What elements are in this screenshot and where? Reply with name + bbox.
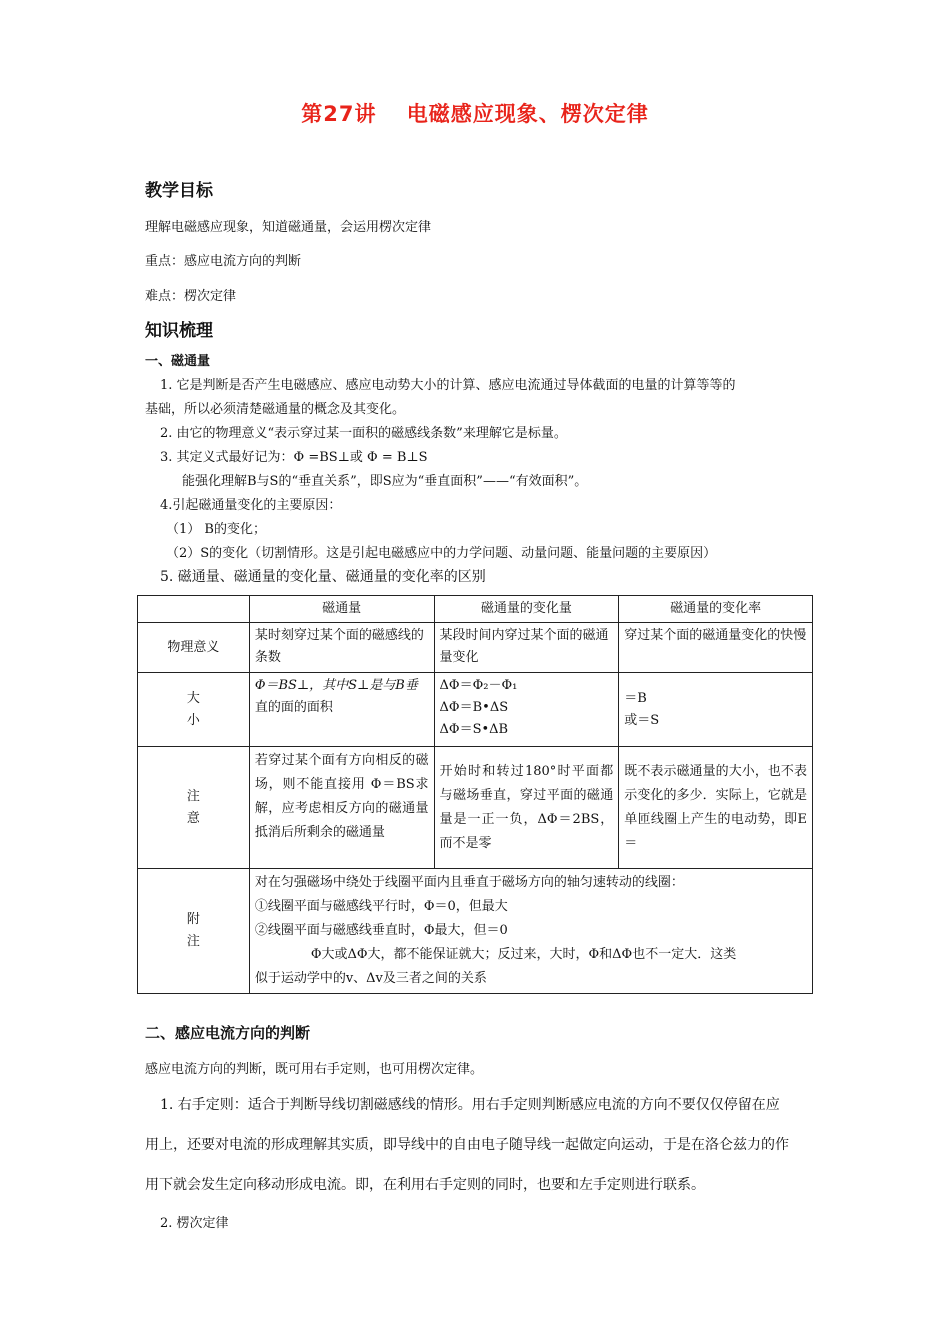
table-header-cell	[138, 596, 250, 623]
cell-line: Φ大或ΔΦ大，都不能保证就大；反过来，大时，Φ和ΔΦ也不一定大．这类	[310, 947, 737, 962]
item1-line1: 1. 它是判断是否产生电磁感应、感应电动势大小的计算、感应电流通过导体截面的电量的计算等等的	[160, 378, 736, 393]
cell-line: 对在匀强磁场中绕处于线圈平面内且垂直于磁场方向的轴匀速转动的线圈：	[254, 875, 684, 890]
cell-line: Φ＝BS⊥，其中S⊥是与B垂	[254, 678, 418, 693]
section2-item1-line2: 用上，还要对电流的形成理解其实质，即导线中的自由电子随导线一起做定向运动，于是在洛仑兹力的作	[145, 1137, 789, 1153]
difficulty-line: 难点：楞次定律	[145, 289, 237, 304]
table-cell: 开始时和转过180°时平面都与磁场垂直，穿过平面的磁通量是一正一负，ΔΦ＝2BS，而不是零	[434, 747, 619, 869]
item3: 3. 其定义式最好记为：Φ =BS⊥或 Φ = B⊥S	[160, 450, 428, 465]
row-label-part: 附	[186, 912, 200, 927]
teaching-goals-heading: 教学目标	[145, 181, 213, 201]
table-cell: 某段时间内穿过某个面的磁通量变化	[434, 623, 619, 673]
row-label-part: 意	[186, 810, 200, 826]
section2-item1-line1: 1. 右手定则：适合于判断导线切割磁感线的情形。用右手定则判断感应电流的方向不要仅仅停留在应	[160, 1097, 780, 1113]
cell-line: ΔΦ＝Φ₂－Φ₁	[439, 678, 518, 693]
row-label: 物理意义	[138, 623, 250, 673]
cell-line: ①线圈平面与磁感线平行时，Φ＝0，但最大	[254, 899, 508, 914]
table-header-cell: 磁通量的变化率	[619, 596, 813, 623]
table-header-row	[138, 596, 813, 623]
cell-line: 似于运动学中的v、Δv及三者之间的关系	[254, 971, 487, 986]
row-label-part: 大	[186, 690, 200, 706]
row-label	[138, 869, 250, 994]
section2-heading: 二、感应电流方向的判断	[145, 1024, 311, 1042]
section2-item1-line3: 用下就会发生定向移动形成电流。即，在利用右手定则的同时，也要和左手定则进行联系。	[145, 1177, 705, 1193]
row-label-part: 注	[186, 788, 200, 804]
item4a: （1） B的变化；	[166, 522, 266, 537]
cell-line: ΔΦ＝B•ΔS	[439, 700, 509, 715]
item2: 2. 由它的物理意义“表示穿过某一面积的磁感线条数”来理解它是标量。	[160, 426, 567, 441]
cell-line: 或＝S	[624, 712, 660, 728]
item1-line2: 基础，所以必须清楚磁通量的概念及其变化。	[145, 402, 406, 417]
table-row	[138, 673, 813, 747]
goal-line: 理解电磁感应现象，知道磁通量，会运用楞次定律	[145, 220, 432, 235]
table-row	[138, 747, 813, 869]
section2-intro: 感应电流方向的判断，既可用右手定则，也可用楞次定律。	[145, 1062, 484, 1077]
item4: 4.引起磁通量变化的主要原因：	[160, 498, 342, 513]
cell-line: ΔΦ＝S•ΔB	[439, 722, 509, 737]
item4b: （2）S的变化（切割情形。这是引起电磁感应中的力学问题、动量问题、能量问题的主要原因）	[166, 546, 717, 561]
table-header-cell: 磁通量的变化量	[434, 596, 619, 623]
table-header-cell: 磁通量	[249, 596, 434, 623]
key-point-line: 重点：感应电流方向的判断	[145, 254, 302, 269]
comparison-table	[137, 595, 813, 994]
row-label-part: 小	[186, 712, 200, 728]
row-label-part: 注	[186, 934, 200, 949]
table-cell: 穿过某个面的磁通量变化的快慢	[619, 623, 813, 673]
row-label	[138, 747, 250, 869]
row-label	[138, 673, 250, 747]
knowledge-heading: 知识梳理	[145, 321, 213, 341]
table-cell	[434, 673, 619, 747]
table-row	[138, 623, 813, 673]
item5: 5. 磁通量、磁通量的变化量、磁通量的变化率的区别	[160, 569, 486, 585]
table-cell: 若穿过某个面有方向相反的磁场，则不能直接用 Φ＝BS求解，应考虑相反方向的磁通量抵消后所剩余的磁通量	[249, 747, 434, 869]
cell-line: ＝B	[624, 690, 647, 706]
item3b: 能强化理解B与S的“垂直关系”，即S应为“垂直面积”——“有效面积”。	[182, 474, 588, 489]
table-cell	[619, 673, 813, 747]
cell-line: ②线圈平面与磁感线垂直时，Φ最大，但＝0	[254, 923, 508, 938]
table-row	[138, 869, 813, 994]
cell-line: 直的面的面积	[254, 700, 333, 715]
table-cell: 某时刻穿过某个面的磁感线的条数	[249, 623, 434, 673]
table-cell	[249, 869, 812, 994]
table-cell: 既不表示磁通量的大小，也不表示变化的多少．实际上，它就是单匝线圈上产生的电动势，即E＝	[619, 747, 813, 869]
section2-item2: 2. 楞次定律	[160, 1216, 229, 1231]
table-cell	[249, 673, 434, 747]
page-title: 第27讲 电磁感应现象、楞次定律	[301, 102, 649, 126]
section1-heading: 一、磁通量	[145, 354, 211, 369]
